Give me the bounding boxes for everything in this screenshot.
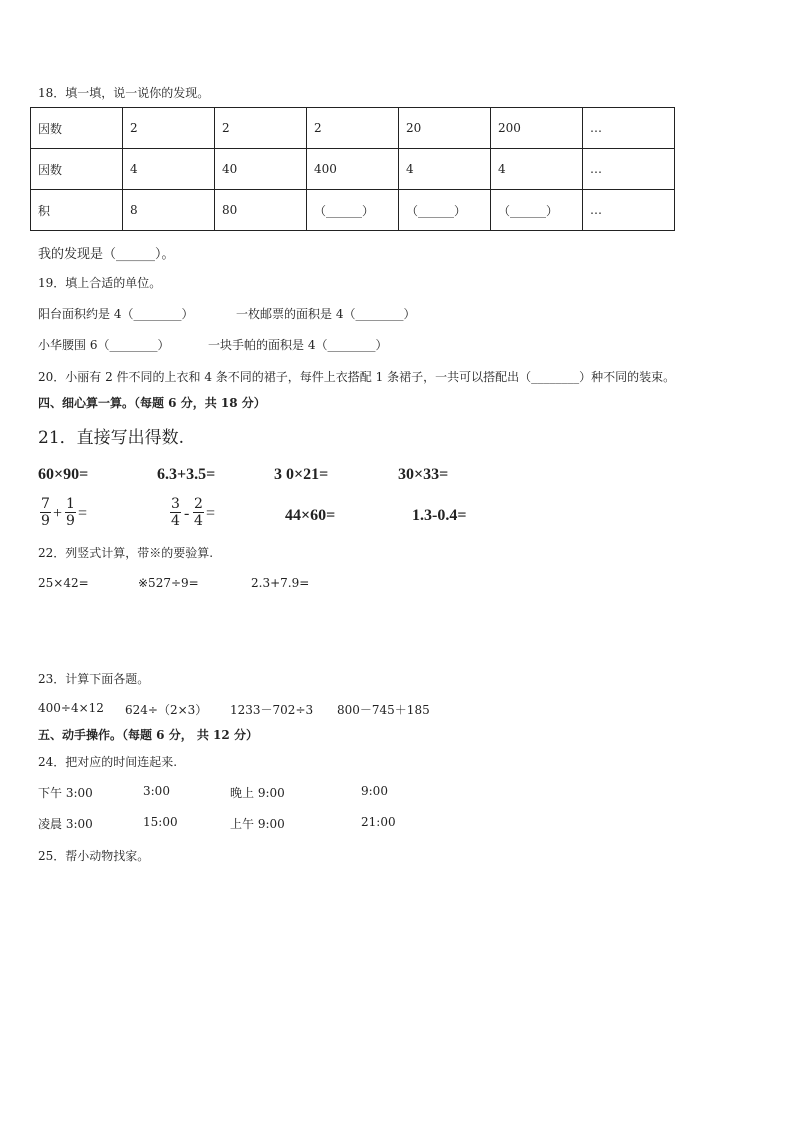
q21-expr: 60×90= bbox=[38, 466, 89, 483]
table-cell: 80 bbox=[215, 190, 307, 231]
q18-finding[interactable]: 我的发现是（______）。 bbox=[38, 247, 175, 262]
table-cell: 积 bbox=[31, 190, 123, 231]
fraction bbox=[40, 496, 51, 529]
q22-item: ※527÷9= bbox=[138, 576, 199, 590]
equals: = bbox=[78, 505, 88, 522]
q18-title: 18．填一填，说一说你的发现。 bbox=[38, 86, 210, 100]
fraction bbox=[193, 496, 204, 529]
table-cell: 40 bbox=[215, 149, 307, 190]
table-cell: 8 bbox=[123, 190, 215, 231]
fraction bbox=[65, 496, 76, 529]
time-item[interactable]: 3:00 bbox=[143, 784, 170, 798]
denominator: 4 bbox=[171, 513, 180, 529]
time-item[interactable]: 21:00 bbox=[361, 815, 396, 829]
table-cell: 20 bbox=[399, 108, 491, 149]
q19-item-b[interactable]: 一枚邮票的面积是 4（________） bbox=[236, 307, 416, 321]
q24-title: 24．把对应的时间连起来. bbox=[38, 755, 178, 769]
table-cell: 2 bbox=[307, 108, 399, 149]
q23-item: 1233－702÷3 bbox=[230, 703, 314, 717]
q21-expr: 3 0×21= bbox=[274, 466, 329, 483]
equals: = bbox=[206, 505, 216, 522]
table-cell: 4 bbox=[399, 149, 491, 190]
q23-item: 800－745＋185 bbox=[337, 703, 430, 717]
answer-blank[interactable]: （______） bbox=[399, 190, 491, 231]
time-item[interactable]: 凌晨 3:00 bbox=[38, 817, 93, 831]
operator: + bbox=[53, 505, 63, 522]
time-item[interactable]: 上午 9:00 bbox=[230, 817, 285, 831]
table-row bbox=[31, 108, 675, 149]
answer-blank[interactable]: （______） bbox=[491, 190, 583, 231]
table-cell: 因数 bbox=[31, 149, 123, 190]
table-cell: 4 bbox=[491, 149, 583, 190]
q21-expr: 6.3+3.5= bbox=[157, 466, 216, 483]
time-item[interactable]: 15:00 bbox=[143, 815, 178, 829]
q21-title: 21．直接写出得数. bbox=[38, 428, 185, 448]
answer-blank[interactable]: （______） bbox=[307, 190, 399, 231]
numerator: 2 bbox=[194, 496, 203, 512]
table-row bbox=[31, 190, 675, 231]
table-cell: 因数 bbox=[31, 108, 123, 149]
table-row bbox=[31, 149, 675, 190]
q22-item: 2.3+7.9= bbox=[251, 576, 310, 590]
q23-title: 23．计算下面各题。 bbox=[38, 672, 150, 686]
table-cell: 2 bbox=[215, 108, 307, 149]
section-4-title: 四、细心算一算。（每题 6 分，共 18 分） bbox=[38, 396, 266, 410]
q20-text: 20．小丽有 2 件不同的上衣和 4 条不同的裙子，每件上衣搭配 1 条裙子，一共可以搭配出（________）种不同的装束。 bbox=[38, 370, 676, 384]
table-cell: 2 bbox=[123, 108, 215, 149]
table-cell: 400 bbox=[307, 149, 399, 190]
q22-title: 22．列竖式计算，带※的要验算. bbox=[38, 546, 214, 560]
table-cell: … bbox=[583, 149, 675, 190]
q19-item-a[interactable]: 阳台面积约是 4（________） bbox=[38, 307, 194, 321]
table-cell: 200 bbox=[491, 108, 583, 149]
table-cell: … bbox=[583, 190, 675, 231]
operator: - bbox=[184, 505, 190, 522]
denominator: 4 bbox=[194, 513, 203, 529]
denominator: 9 bbox=[41, 513, 50, 529]
q25-title: 25．帮小动物找家。 bbox=[38, 849, 150, 863]
q19-item-c[interactable]: 小华腰围 6（________） bbox=[38, 338, 170, 352]
time-item[interactable]: 下午 3:00 bbox=[38, 786, 93, 800]
numerator: 7 bbox=[41, 496, 50, 512]
numerator: 3 bbox=[171, 496, 180, 512]
table-cell: 4 bbox=[123, 149, 215, 190]
q21-expr: 44×60= bbox=[285, 507, 336, 524]
factor-table bbox=[30, 107, 675, 231]
q21-expr: 1.3-0.4= bbox=[412, 507, 467, 524]
q21-expr: 30×33= bbox=[398, 466, 449, 483]
q23-item: 400÷4×12 bbox=[38, 701, 104, 715]
q23-item: 624÷（2×3） bbox=[125, 703, 208, 717]
time-item[interactable]: 9:00 bbox=[361, 784, 388, 798]
section-5-title: 五、动手操作。（每题 6 分， 共 12 分） bbox=[38, 728, 258, 742]
q19-title: 19．填上合适的单位。 bbox=[38, 276, 162, 290]
q22-item: 25×42= bbox=[38, 576, 89, 590]
q19-item-d[interactable]: 一块手帕的面积是 4（________） bbox=[208, 338, 388, 352]
time-item[interactable]: 晚上 9:00 bbox=[230, 786, 285, 800]
fraction bbox=[170, 496, 181, 529]
table-cell: … bbox=[583, 108, 675, 149]
numerator: 1 bbox=[66, 496, 75, 512]
denominator: 9 bbox=[66, 513, 75, 529]
